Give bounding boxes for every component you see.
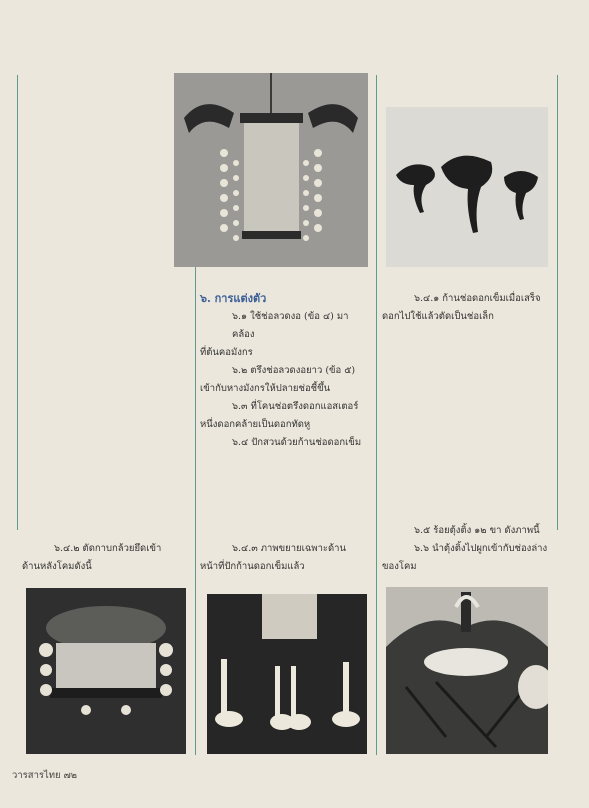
banana-sheath-photo (26, 588, 186, 754)
needle-flower-closeup-photo (207, 594, 367, 754)
caption-6-4-2-first: ๖.๔.๒ ตัดกาบกล้วยยึดเข้า (54, 543, 162, 554)
step-6-1-first: ๖.๑ ใช้ช่อลวดงอ (ข้อ ๔) มาคล้อง (232, 311, 349, 340)
column-rule-middle-2 (376, 75, 377, 755)
caption-6-6-first: ๖.๖ นำตุ้งติ้งไปผูกเข้ากับช่องล่าง (414, 543, 548, 554)
caption-6-5-6-6 (382, 522, 558, 576)
flower-sprigs-photo (386, 107, 548, 267)
caption-6-4-2 (22, 540, 192, 576)
section-heading: ๖. การแต่งตัว (200, 292, 267, 305)
tassel-attach-photo (386, 587, 548, 754)
step-6-2-rest: เข้ากับหางมังกรให้ปลายช่อชี้ขึ้น (200, 383, 331, 394)
page-footer: วารสารไทย ๗๒ (12, 770, 78, 781)
column-rule-left (17, 75, 18, 530)
banana-sheath-illustration (26, 588, 186, 754)
caption-6-4-1-rest: ดอกไปใช้แล้วตัดเป็นช่อเล็ก (382, 311, 494, 322)
caption-6-4-3-first: ๖.๔.๓ ภาพขยายเฉพาะด้าน (232, 543, 347, 554)
needle-flower-closeup-illustration (207, 594, 367, 754)
caption-6-4-3 (200, 540, 372, 576)
lantern-photo (174, 73, 368, 267)
tassel-attach-illustration (386, 587, 548, 754)
caption-6-4-2-rest: ด้านหลังโคมดังนี้ (22, 561, 92, 572)
step-6-3-rest: หนึ่งดอกคล้ายเป็นดอกทัดหู (200, 419, 311, 430)
decoration-section (200, 290, 370, 452)
lantern-illustration (174, 73, 368, 267)
flower-sprigs-illustration (386, 107, 548, 267)
caption-6-4-3-rest: หน้าที่ปักก้านดอกเข็มแล้ว (200, 561, 305, 572)
caption-6-6-rest: ของโคม (382, 561, 417, 572)
caption-6-4-1 (382, 290, 558, 326)
caption-6-5: ๖.๕ ร้อยตุ้งติ้ง ๑๒ ขา ดังภาพนี้ (414, 525, 540, 536)
step-6-1-rest: ที่ต้นคอมังกร (200, 347, 253, 358)
step-6-2-first: ๖.๒ ตรึงช่อลวดงอยาว (ข้อ ๕) (232, 365, 356, 376)
step-6-3-first: ๖.๓ ที่โคนช่อตรึงดอกแอสเตอร์ (232, 401, 359, 412)
step-6-4-first: ๖.๔ ปักสวนด้วยก้านช่อดอกเข็ม (232, 437, 362, 448)
caption-6-4-1-first: ๖.๔.๑ ก้านช่อดอกเข็มเมื่อเสร็จ (414, 293, 541, 304)
